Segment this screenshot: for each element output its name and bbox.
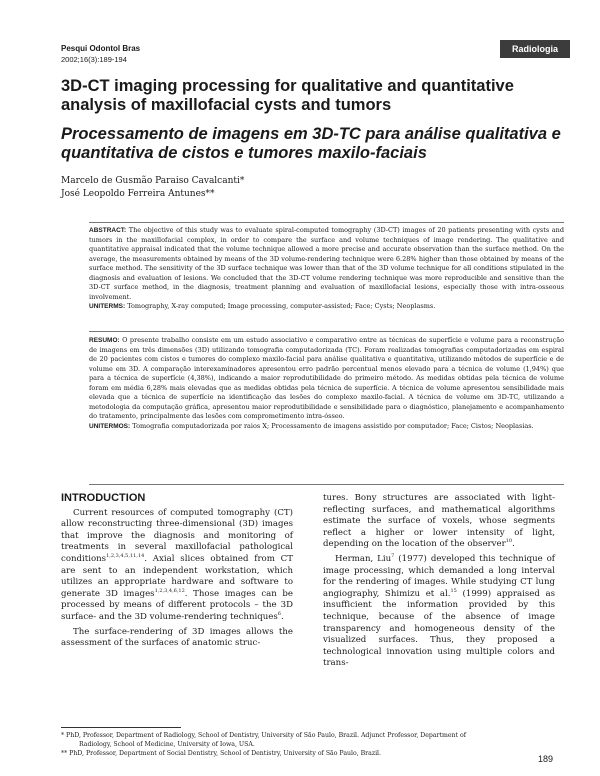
- journal-name: Pesqui Odontol Bras: [61, 44, 141, 53]
- abstract-top-rule: [89, 222, 564, 223]
- reference-citation: 1,2,3,4,6,12: [154, 587, 185, 594]
- author-2: José Leopoldo Ferreira Antunes**: [61, 189, 215, 199]
- intro-paragraph-2-continued: tures. Bony structures are associated with light-reflecting surfaces, and mathematical algorithms estimate the surface of voxels, whose segments reflect a higher or lower intensity of light, depending on the location of the observer$^{10}$.: [323, 493, 555, 550]
- uniterms-label: UNITERMS:: [89, 303, 126, 310]
- author-1: Marcelo de Gusmão Paraiso Cavalcanti*: [61, 176, 245, 186]
- reference-citation: 15: [450, 587, 457, 594]
- reference-citation: 1,2,3,4,5,11,14: [106, 553, 145, 560]
- journal-citation: 2002;16(3):189-194: [61, 55, 127, 64]
- footnote-rule: [61, 727, 181, 728]
- intro-paragraph-1: Current resources of computed tomography (CT) allow reconstructing three-dimensional (3D) images that improve the diagnosis and monitoring of treatments in several maxillofacial pathological conditions$^{1,2,3,4,5,11,14}$. Axial slices obtained from CT are sent to an independent workstation, which utilizes an appropriate hardware and software to generate 3D images$^{1,2,3,4,6,12}$. Those images can be processed by means of different protocols – the 3D surface- and the 3D volume-rendering techniques$^6$.: [61, 507, 293, 622]
- footnote-1-continued: Radiology, School of Medicine, University of Iowa, USA.: [79, 741, 255, 748]
- abstract-middle-rule: [89, 331, 564, 332]
- unitermos-label: UNITERMOS:: [89, 422, 131, 430]
- abstract-english: [89, 226, 564, 312]
- intro-paragraph-3: Herman, Liu$^7$ (1977) developed this technique of image processing, which demanded a long interval for the rendering of images. While studying CT lung angiography, Shimizu et al.$^{15}$ (1999) appraised as insufficient the information provided by this technique, because of the absence of image transparency and homogeneous density of the visualized surfaces. Thus, they proposed a technological innovation using multiple colors and trans-: [323, 553, 555, 669]
- abstract-text: The objective of this study was to evaluate spiral-computed tomography (3D-CT) images of 20 patients presenting with cysts and tumors in the maxillofacial complex, in order to compare the surface and volume techniques of image rendering. The qualitative and quantitative appraisal indicated that the volume technique allowed a more precise and accurate observation than the surface method. On the average, the measurements obtained by means of the 3D volume-rendering technique were 6.28% higher than those obtained by means of the surface method. The sensitivity of the 3D surface technique was lower than that of the 3D volume technique for all conditions stipulated in the diagnosis and evaluation of lesions. We concluded that the 3D-CT volume rendering technique was more reproducible and sensitive than the 3D-CT surface method, in the diagnosis, treatment planning and evaluation of maxillofacial lesions, especially those with intra-osseous involvement.: [89, 226, 564, 301]
- abstract-portuguese: [89, 336, 564, 431]
- body-column-left: [61, 493, 293, 653]
- uniterms-text: Tomography, X-ray computed; Image processing, computer-assisted; Face; Cysts; Neoplasms.: [127, 302, 436, 310]
- title-portuguese: Processamento de imagens em 3D-TC para análise qualitativa e quantitativa de cistos e tumores maxilo-faciais: [61, 125, 561, 162]
- reference-citation: 10: [505, 538, 513, 545]
- unitermos: [89, 422, 564, 432]
- abstract-paragraph: [89, 226, 564, 302]
- footnote-1: * PhD, Professor, Department of Radiology, School of Dentistry, University of São Paulo, Brazil. Adjunct Professor, Department of: [61, 732, 466, 739]
- resumo-paragraph: [89, 336, 564, 422]
- title-english: 3D-CT imaging processing for qualitative and quantitative analysis of maxillofacial cysts and tumors: [61, 77, 514, 114]
- resumo-label: RESUMO:: [89, 337, 120, 344]
- abstract-bottom-rule: [89, 484, 564, 485]
- footnote-2: ** PhD, Professor, Department of Social Dentistry, School of Dentistry, University of São Paulo, Brazil.: [61, 750, 382, 757]
- resumo-text: O presente trabalho consiste em um estudo associativo e comparativo entre as técnicas de superfície e volume para a reconstrução de imagens em três dimensões (3D) utilizando tomografia computadorizada (TC). Foram realizadas tomografias computadorizadas em espiral de 20 pacientes com cistos e tumores do complexo maxilo-facial para análise qualitativa e quantitativa, utilizando métodos de superfície e de volume em 3D. A comparação interexaminadores apresentou erro padrão percentual menos elevado para a técnica de volume (1,94%) que para a técnica de superfície (4,38%), indicando a maior reprodutibilidade do primeiro método. As medidas obtidas pela técnica de volume foram em média 6,28% mais elevadas que as medidas obtidas pela técnica de superfície. A técnica de volume apresentou sensibilidade mais elevada que a técnica de superfície na identificação das lesões do complexo maxilo-facial. A técnica de volume em 3D-TC, utilizando a metodologia da computação gráfica, apresentou maior reprodutibilidade e sensibilidade para o diagnóstico, planejamento e acompanhamento do tratamento, principalmente das lesões com comprometimento intra-ósseo.: [89, 336, 564, 420]
- unitermos-text: Tomografia computadorizada por raios X; Processamento de imagens assistido por computador; Face; Cistos; Neoplasias.: [132, 421, 534, 430]
- intro-paragraph-2-start: The surface-rendering of 3D images allows the assessment of the surfaces of anatomic struc-: [61, 626, 293, 649]
- uniterms: [89, 302, 564, 312]
- page-number: 189: [538, 754, 554, 764]
- abstract-label: ABSTRACT:: [89, 227, 127, 234]
- footnotes: [61, 731, 571, 758]
- section-tag: Radiologia: [500, 40, 570, 58]
- body-column-right: [323, 493, 555, 673]
- section-heading-introduction: INTRODUCTION: [61, 492, 146, 504]
- reference-citation: 6: [277, 611, 281, 618]
- reference-citation: 7: [391, 553, 395, 560]
